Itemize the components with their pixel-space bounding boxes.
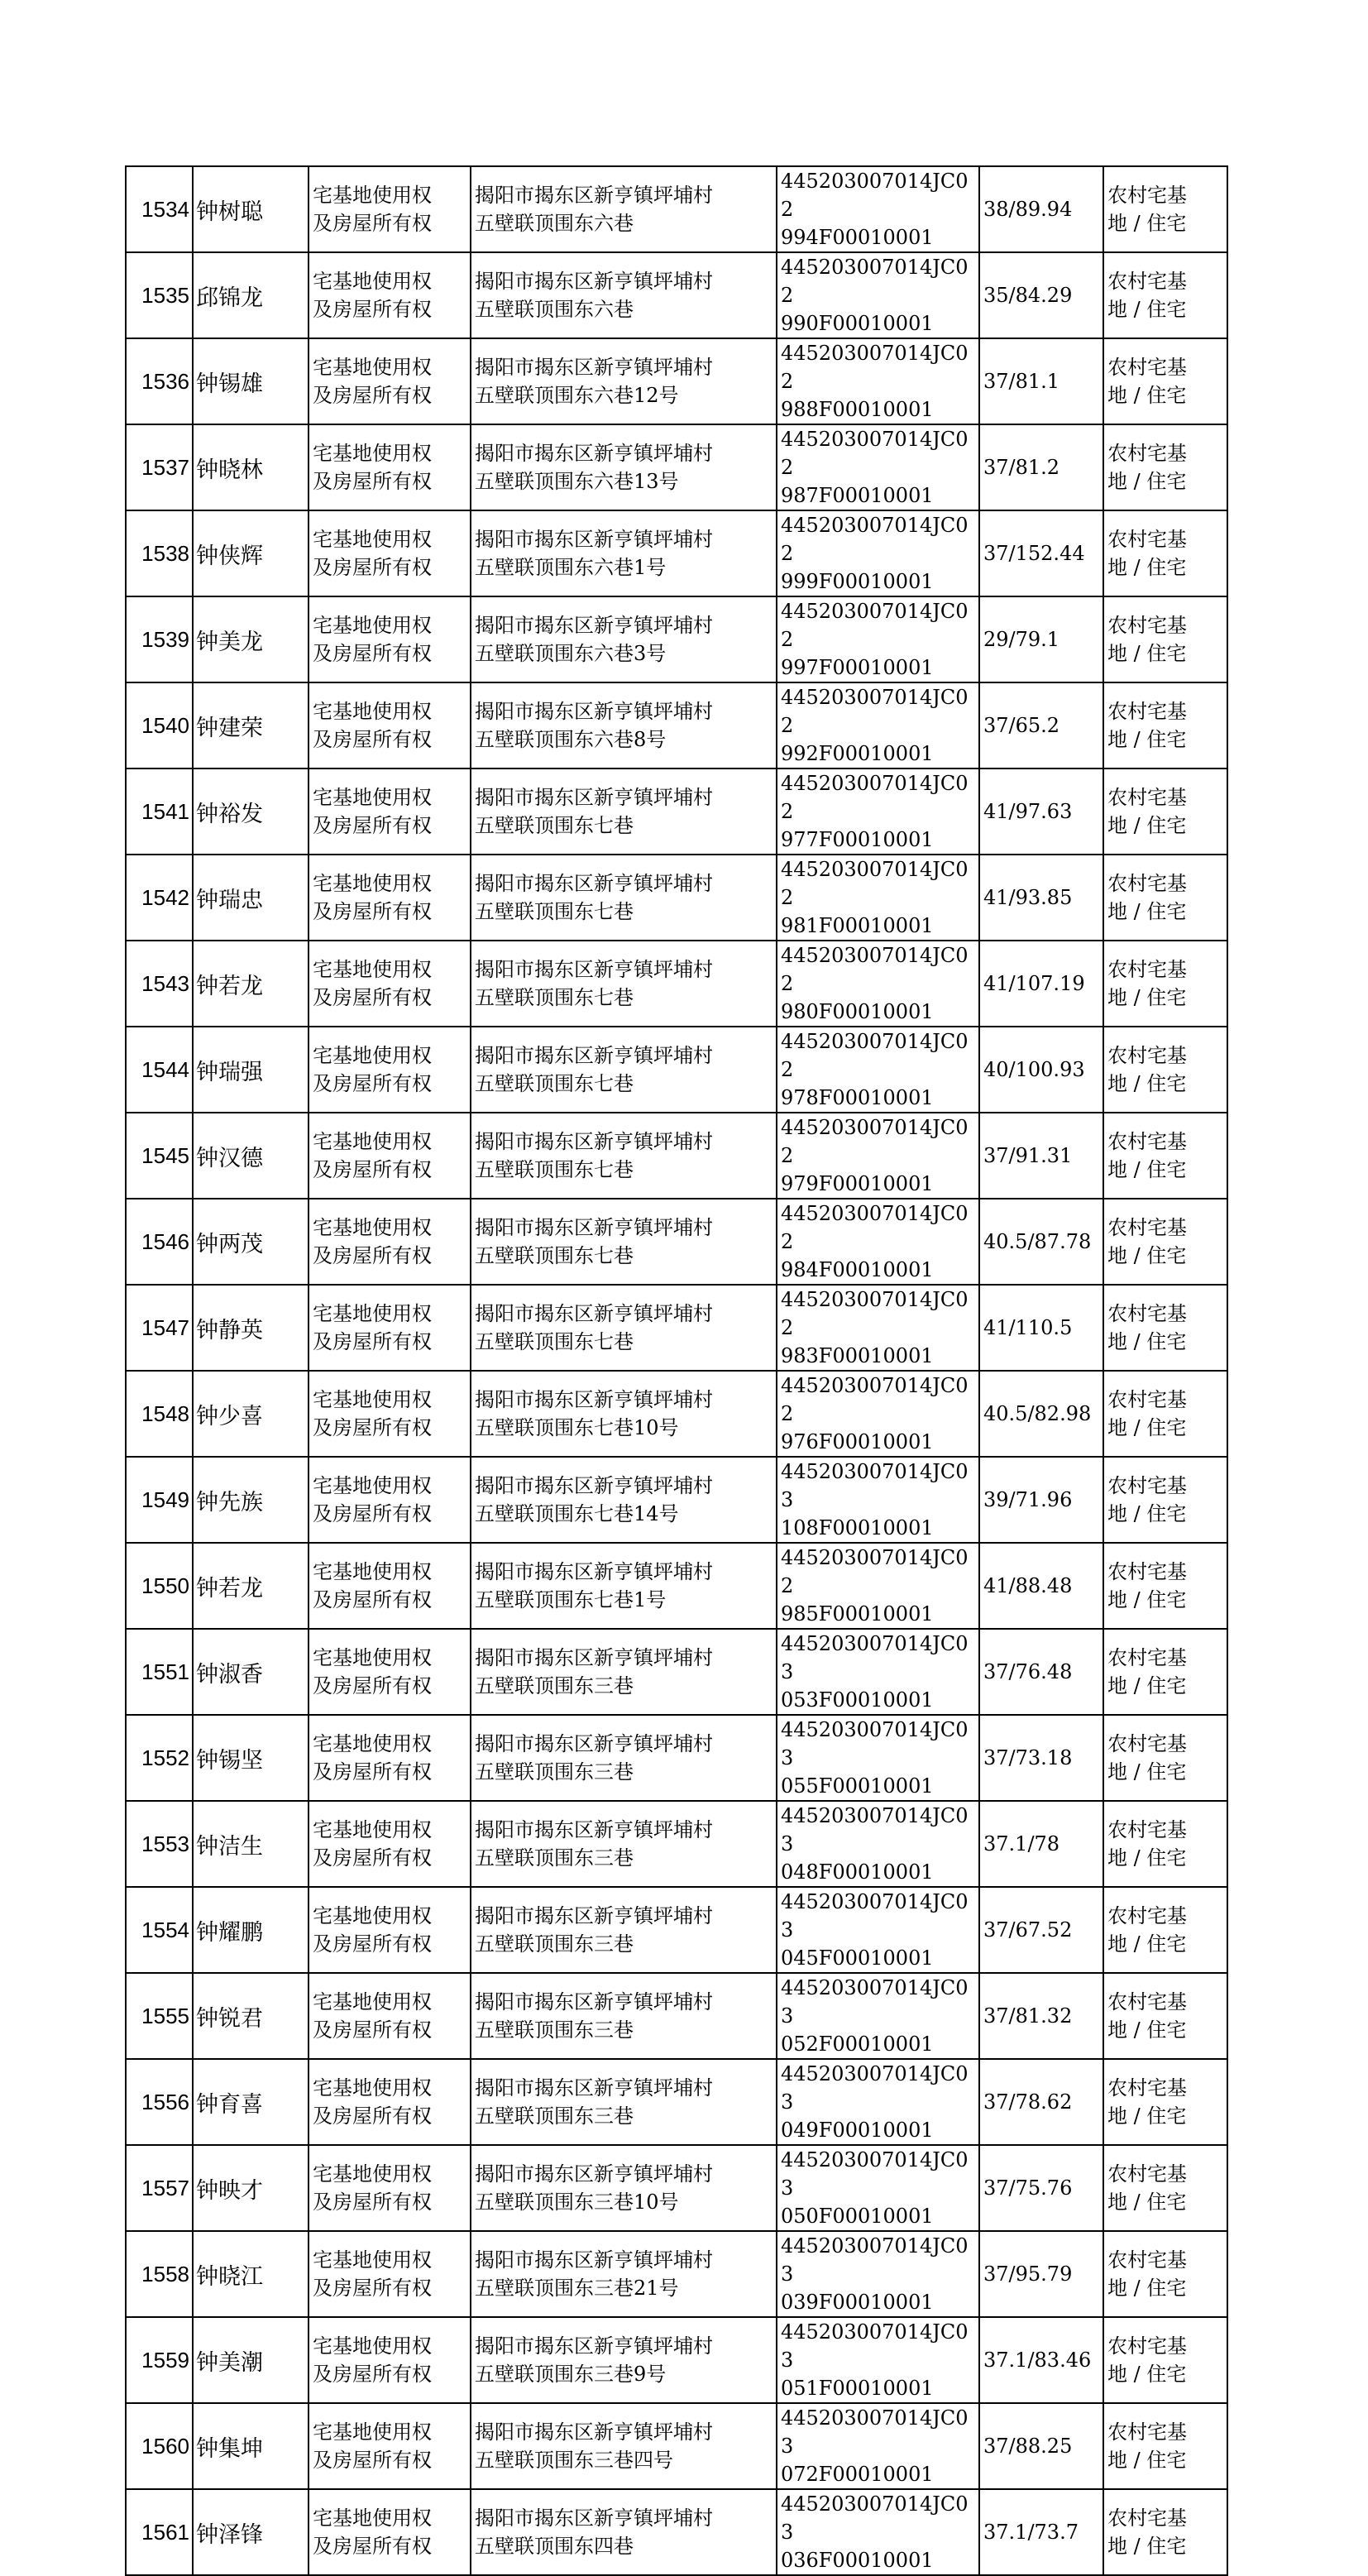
owner-name: 钟晓江 [193, 2231, 309, 2317]
right-type: 宅基地使用权 及房屋所有权 [309, 2403, 471, 2489]
right-type: 宅基地使用权 及房屋所有权 [309, 1113, 471, 1199]
owner-name: 钟育喜 [193, 2059, 309, 2145]
property-unit-code: 445203007014JC03 050F00010001 [777, 2145, 979, 2231]
right-type: 宅基地使用权 及房屋所有权 [309, 424, 471, 510]
record-number: 1545 [126, 1113, 193, 1199]
property-unit-code: 445203007014JC03 053F00010001 [777, 1629, 979, 1715]
owner-name: 钟静英 [193, 1285, 309, 1371]
land-use: 农村宅基 地 / 住宅 [1103, 1027, 1227, 1113]
table-row [126, 1199, 1227, 1285]
land-use: 农村宅基 地 / 住宅 [1103, 1973, 1227, 2059]
table-row [126, 768, 1227, 855]
right-type: 宅基地使用权 及房屋所有权 [309, 2489, 471, 2575]
land-use: 农村宅基 地 / 住宅 [1103, 2231, 1227, 2317]
record-number: 1550 [126, 1543, 193, 1629]
table-row [126, 1887, 1227, 1973]
property-unit-code: 445203007014JC02 990F00010001 [777, 252, 979, 338]
record-number: 1553 [126, 1801, 193, 1887]
area-value: 37/73.18 [979, 1715, 1103, 1801]
record-number: 1543 [126, 941, 193, 1027]
table-row [126, 424, 1227, 510]
land-use: 农村宅基 地 / 住宅 [1103, 1887, 1227, 1973]
area-value: 37/81.1 [979, 338, 1103, 424]
area-value: 37/81.2 [979, 424, 1103, 510]
area-value: 37/88.25 [979, 2403, 1103, 2489]
right-type: 宅基地使用权 及房屋所有权 [309, 1973, 471, 2059]
record-number: 1538 [126, 510, 193, 596]
owner-name: 钟美潮 [193, 2317, 309, 2403]
owner-name: 钟瑞忠 [193, 855, 309, 941]
table-row [126, 2231, 1227, 2317]
right-type: 宅基地使用权 及房屋所有权 [309, 2059, 471, 2145]
record-number: 1536 [126, 338, 193, 424]
table-row [126, 1027, 1227, 1113]
property-unit-code: 445203007014JC02 992F00010001 [777, 682, 979, 768]
property-address: 揭阳市揭东区新亨镇坪埔村 五壁联顶围东三巷21号 [471, 2231, 777, 2317]
area-value: 37/75.76 [979, 2145, 1103, 2231]
property-address: 揭阳市揭东区新亨镇坪埔村 五壁联顶围东七巷 [471, 855, 777, 941]
right-type: 宅基地使用权 及房屋所有权 [309, 1629, 471, 1715]
right-type: 宅基地使用权 及房屋所有权 [309, 2145, 471, 2231]
right-type: 宅基地使用权 及房屋所有权 [309, 1285, 471, 1371]
land-use: 农村宅基 地 / 住宅 [1103, 1371, 1227, 1457]
land-use: 农村宅基 地 / 住宅 [1103, 2403, 1227, 2489]
property-unit-code: 445203007014JC03 036F00010001 [777, 2489, 979, 2575]
record-number: 1557 [126, 2145, 193, 2231]
area-value: 40.5/82.98 [979, 1371, 1103, 1457]
record-number: 1555 [126, 1973, 193, 2059]
right-type: 宅基地使用权 及房屋所有权 [309, 2317, 471, 2403]
land-use: 农村宅基 地 / 住宅 [1103, 1715, 1227, 1801]
record-number: 1552 [126, 1715, 193, 1801]
owner-name: 钟洁生 [193, 1801, 309, 1887]
land-use: 农村宅基 地 / 住宅 [1103, 855, 1227, 941]
record-number: 1547 [126, 1285, 193, 1371]
property-unit-code: 445203007014JC03 051F00010001 [777, 2317, 979, 2403]
area-value: 37/81.32 [979, 1973, 1103, 2059]
record-number: 1544 [126, 1027, 193, 1113]
property-address: 揭阳市揭东区新亨镇坪埔村 五壁联顶围东六巷12号 [471, 338, 777, 424]
land-use: 农村宅基 地 / 住宅 [1103, 1543, 1227, 1629]
property-unit-code: 445203007014JC03 052F00010001 [777, 1973, 979, 2059]
right-type: 宅基地使用权 及房屋所有权 [309, 1027, 471, 1113]
property-unit-code: 445203007014JC02 981F00010001 [777, 855, 979, 941]
record-number: 1554 [126, 1887, 193, 1973]
right-type: 宅基地使用权 及房屋所有权 [309, 1887, 471, 1973]
property-unit-code: 445203007014JC02 994F00010001 [777, 166, 979, 252]
property-unit-code: 445203007014JC02 983F00010001 [777, 1285, 979, 1371]
table-row [126, 941, 1227, 1027]
table-row [126, 1113, 1227, 1199]
owner-name: 钟汉德 [193, 1113, 309, 1199]
owner-name: 钟锡坚 [193, 1715, 309, 1801]
property-address: 揭阳市揭东区新亨镇坪埔村 五壁联顶围东四巷 [471, 2489, 777, 2575]
table-row [126, 166, 1227, 252]
table-row [126, 2317, 1227, 2403]
record-number: 1559 [126, 2317, 193, 2403]
right-type: 宅基地使用权 及房屋所有权 [309, 510, 471, 596]
table-row [126, 596, 1227, 682]
property-address: 揭阳市揭东区新亨镇坪埔村 五壁联顶围东三巷 [471, 1629, 777, 1715]
area-value: 41/97.63 [979, 768, 1103, 855]
record-number: 1534 [126, 166, 193, 252]
area-value: 40.5/87.78 [979, 1199, 1103, 1285]
owner-name: 钟集坤 [193, 2403, 309, 2489]
area-value: 39/71.96 [979, 1457, 1103, 1543]
area-value: 37/67.52 [979, 1887, 1103, 1973]
right-type: 宅基地使用权 及房屋所有权 [309, 682, 471, 768]
property-address: 揭阳市揭东区新亨镇坪埔村 五壁联顶围东七巷1号 [471, 1543, 777, 1629]
property-unit-code: 445203007014JC02 988F00010001 [777, 338, 979, 424]
right-type: 宅基地使用权 及房屋所有权 [309, 596, 471, 682]
right-type: 宅基地使用权 及房屋所有权 [309, 855, 471, 941]
owner-name: 钟泽锋 [193, 2489, 309, 2575]
property-unit-code: 445203007014JC03 048F00010001 [777, 1801, 979, 1887]
property-address: 揭阳市揭东区新亨镇坪埔村 五壁联顶围东三巷 [471, 1973, 777, 2059]
owner-name: 钟晓林 [193, 424, 309, 510]
area-value: 41/93.85 [979, 855, 1103, 941]
property-unit-code: 445203007014JC03 072F00010001 [777, 2403, 979, 2489]
property-address: 揭阳市揭东区新亨镇坪埔村 五壁联顶围东六巷3号 [471, 596, 777, 682]
area-value: 37.1/83.46 [979, 2317, 1103, 2403]
property-unit-code: 445203007014JC02 977F00010001 [777, 768, 979, 855]
property-address: 揭阳市揭东区新亨镇坪埔村 五壁联顶围东三巷 [471, 1715, 777, 1801]
land-use: 农村宅基 地 / 住宅 [1103, 682, 1227, 768]
table-row [126, 2489, 1227, 2575]
table-row [126, 2403, 1227, 2489]
property-address: 揭阳市揭东区新亨镇坪埔村 五壁联顶围东三巷 [471, 1801, 777, 1887]
land-use: 农村宅基 地 / 住宅 [1103, 2489, 1227, 2575]
right-type: 宅基地使用权 及房屋所有权 [309, 768, 471, 855]
area-value: 37/95.79 [979, 2231, 1103, 2317]
table-row [126, 510, 1227, 596]
land-use: 农村宅基 地 / 住宅 [1103, 166, 1227, 252]
table-row [126, 1285, 1227, 1371]
property-unit-code: 445203007014JC02 980F00010001 [777, 941, 979, 1027]
property-address: 揭阳市揭东区新亨镇坪埔村 五壁联顶围东七巷 [471, 1113, 777, 1199]
land-use: 农村宅基 地 / 住宅 [1103, 2317, 1227, 2403]
record-number: 1556 [126, 2059, 193, 2145]
record-number: 1546 [126, 1199, 193, 1285]
owner-name: 钟锐君 [193, 1973, 309, 2059]
property-address: 揭阳市揭东区新亨镇坪埔村 五壁联顶围东六巷8号 [471, 682, 777, 768]
owner-name: 钟美龙 [193, 596, 309, 682]
property-address: 揭阳市揭东区新亨镇坪埔村 五壁联顶围东三巷 [471, 2059, 777, 2145]
property-address: 揭阳市揭东区新亨镇坪埔村 五壁联顶围东七巷 [471, 1027, 777, 1113]
property-unit-code: 445203007014JC02 987F00010001 [777, 424, 979, 510]
area-value: 29/79.1 [979, 596, 1103, 682]
owner-name: 钟若龙 [193, 1543, 309, 1629]
land-use: 农村宅基 地 / 住宅 [1103, 252, 1227, 338]
land-use: 农村宅基 地 / 住宅 [1103, 1113, 1227, 1199]
area-value: 37.1/78 [979, 1801, 1103, 1887]
area-value: 37/65.2 [979, 682, 1103, 768]
land-use: 农村宅基 地 / 住宅 [1103, 768, 1227, 855]
area-value: 37.1/73.7 [979, 2489, 1103, 2575]
table-row [126, 2059, 1227, 2145]
property-unit-code: 445203007014JC03 045F00010001 [777, 1887, 979, 1973]
record-number: 1549 [126, 1457, 193, 1543]
owner-name: 钟耀鹏 [193, 1887, 309, 1973]
property-unit-code: 445203007014JC02 999F00010001 [777, 510, 979, 596]
land-use: 农村宅基 地 / 住宅 [1103, 2145, 1227, 2231]
property-address: 揭阳市揭东区新亨镇坪埔村 五壁联顶围东三巷9号 [471, 2317, 777, 2403]
property-address: 揭阳市揭东区新亨镇坪埔村 五壁联顶围东七巷 [471, 941, 777, 1027]
table-row [126, 338, 1227, 424]
property-unit-code: 445203007014JC02 979F00010001 [777, 1113, 979, 1199]
right-type: 宅基地使用权 及房屋所有权 [309, 1801, 471, 1887]
owner-name: 钟瑞强 [193, 1027, 309, 1113]
record-number: 1537 [126, 424, 193, 510]
land-use: 农村宅基 地 / 住宅 [1103, 338, 1227, 424]
table-row [126, 1715, 1227, 1801]
table-row [126, 1457, 1227, 1543]
property-unit-code: 445203007014JC03 039F00010001 [777, 2231, 979, 2317]
right-type: 宅基地使用权 及房屋所有权 [309, 252, 471, 338]
right-type: 宅基地使用权 及房屋所有权 [309, 1371, 471, 1457]
right-type: 宅基地使用权 及房屋所有权 [309, 1457, 471, 1543]
table-body [126, 166, 1227, 2575]
area-value: 37/91.31 [979, 1113, 1103, 1199]
property-unit-code: 445203007014JC03 055F00010001 [777, 1715, 979, 1801]
property-unit-code: 445203007014JC03 108F00010001 [777, 1457, 979, 1543]
property-address: 揭阳市揭东区新亨镇坪埔村 五壁联顶围东三巷 [471, 1887, 777, 1973]
property-address: 揭阳市揭东区新亨镇坪埔村 五壁联顶围东六巷 [471, 252, 777, 338]
area-value: 37/152.44 [979, 510, 1103, 596]
area-value: 41/110.5 [979, 1285, 1103, 1371]
record-number: 1542 [126, 855, 193, 941]
property-unit-code: 445203007014JC02 976F00010001 [777, 1371, 979, 1457]
owner-name: 钟映才 [193, 2145, 309, 2231]
property-unit-code: 445203007014JC02 984F00010001 [777, 1199, 979, 1285]
property-address: 揭阳市揭东区新亨镇坪埔村 五壁联顶围东三巷10号 [471, 2145, 777, 2231]
property-address: 揭阳市揭东区新亨镇坪埔村 五壁联顶围东三巷四号 [471, 2403, 777, 2489]
property-unit-code: 445203007014JC02 978F00010001 [777, 1027, 979, 1113]
owner-name: 钟锡雄 [193, 338, 309, 424]
right-type: 宅基地使用权 及房屋所有权 [309, 1715, 471, 1801]
land-use: 农村宅基 地 / 住宅 [1103, 1285, 1227, 1371]
property-address: 揭阳市揭东区新亨镇坪埔村 五壁联顶围东七巷 [471, 1199, 777, 1285]
owner-name: 钟侠辉 [193, 510, 309, 596]
record-number: 1539 [126, 596, 193, 682]
property-rights-table [125, 165, 1228, 2576]
table-row [126, 252, 1227, 338]
land-use: 农村宅基 地 / 住宅 [1103, 424, 1227, 510]
record-number: 1551 [126, 1629, 193, 1715]
record-number: 1548 [126, 1371, 193, 1457]
land-use: 农村宅基 地 / 住宅 [1103, 1629, 1227, 1715]
right-type: 宅基地使用权 及房屋所有权 [309, 2231, 471, 2317]
right-type: 宅基地使用权 及房屋所有权 [309, 166, 471, 252]
area-value: 38/89.94 [979, 166, 1103, 252]
area-value: 41/88.48 [979, 1543, 1103, 1629]
owner-name: 钟少喜 [193, 1371, 309, 1457]
right-type: 宅基地使用权 及房屋所有权 [309, 1543, 471, 1629]
table-row [126, 1973, 1227, 2059]
land-use: 农村宅基 地 / 住宅 [1103, 596, 1227, 682]
record-number: 1535 [126, 252, 193, 338]
record-number: 1561 [126, 2489, 193, 2575]
owner-name: 钟淑香 [193, 1629, 309, 1715]
owner-name: 钟两茂 [193, 1199, 309, 1285]
area-value: 35/84.29 [979, 252, 1103, 338]
owner-name: 钟先族 [193, 1457, 309, 1543]
table-row [126, 1543, 1227, 1629]
area-value: 40/100.93 [979, 1027, 1103, 1113]
table-row [126, 2145, 1227, 2231]
owner-name: 邱锦龙 [193, 252, 309, 338]
right-type: 宅基地使用权 及房屋所有权 [309, 338, 471, 424]
property-address: 揭阳市揭东区新亨镇坪埔村 五壁联顶围东六巷 [471, 166, 777, 252]
owner-name: 钟若龙 [193, 941, 309, 1027]
owner-name: 钟树聪 [193, 166, 309, 252]
table-row [126, 1801, 1227, 1887]
land-use: 农村宅基 地 / 住宅 [1103, 1457, 1227, 1543]
owner-name: 钟建荣 [193, 682, 309, 768]
property-address: 揭阳市揭东区新亨镇坪埔村 五壁联顶围东六巷1号 [471, 510, 777, 596]
record-number: 1540 [126, 682, 193, 768]
record-number: 1558 [126, 2231, 193, 2317]
land-use: 农村宅基 地 / 住宅 [1103, 941, 1227, 1027]
table-row [126, 1371, 1227, 1457]
land-use: 农村宅基 地 / 住宅 [1103, 1801, 1227, 1887]
table-row [126, 855, 1227, 941]
land-use: 农村宅基 地 / 住宅 [1103, 1199, 1227, 1285]
record-number: 1541 [126, 768, 193, 855]
table-row [126, 1629, 1227, 1715]
area-value: 37/78.62 [979, 2059, 1103, 2145]
right-type: 宅基地使用权 及房屋所有权 [309, 941, 471, 1027]
area-value: 37/76.48 [979, 1629, 1103, 1715]
land-use: 农村宅基 地 / 住宅 [1103, 510, 1227, 596]
owner-name: 钟裕发 [193, 768, 309, 855]
area-value: 41/107.19 [979, 941, 1103, 1027]
table-row [126, 682, 1227, 768]
property-address: 揭阳市揭东区新亨镇坪埔村 五壁联顶围东六巷13号 [471, 424, 777, 510]
right-type: 宅基地使用权 及房屋所有权 [309, 1199, 471, 1285]
property-address: 揭阳市揭东区新亨镇坪埔村 五壁联顶围东七巷 [471, 768, 777, 855]
record-number: 1560 [126, 2403, 193, 2489]
land-use: 农村宅基 地 / 住宅 [1103, 2059, 1227, 2145]
property-address: 揭阳市揭东区新亨镇坪埔村 五壁联顶围东七巷14号 [471, 1457, 777, 1543]
property-address: 揭阳市揭东区新亨镇坪埔村 五壁联顶围东七巷10号 [471, 1371, 777, 1457]
property-unit-code: 445203007014JC02 985F00010001 [777, 1543, 979, 1629]
property-unit-code: 445203007014JC02 997F00010001 [777, 596, 979, 682]
property-unit-code: 445203007014JC03 049F00010001 [777, 2059, 979, 2145]
property-address: 揭阳市揭东区新亨镇坪埔村 五壁联顶围东七巷 [471, 1285, 777, 1371]
